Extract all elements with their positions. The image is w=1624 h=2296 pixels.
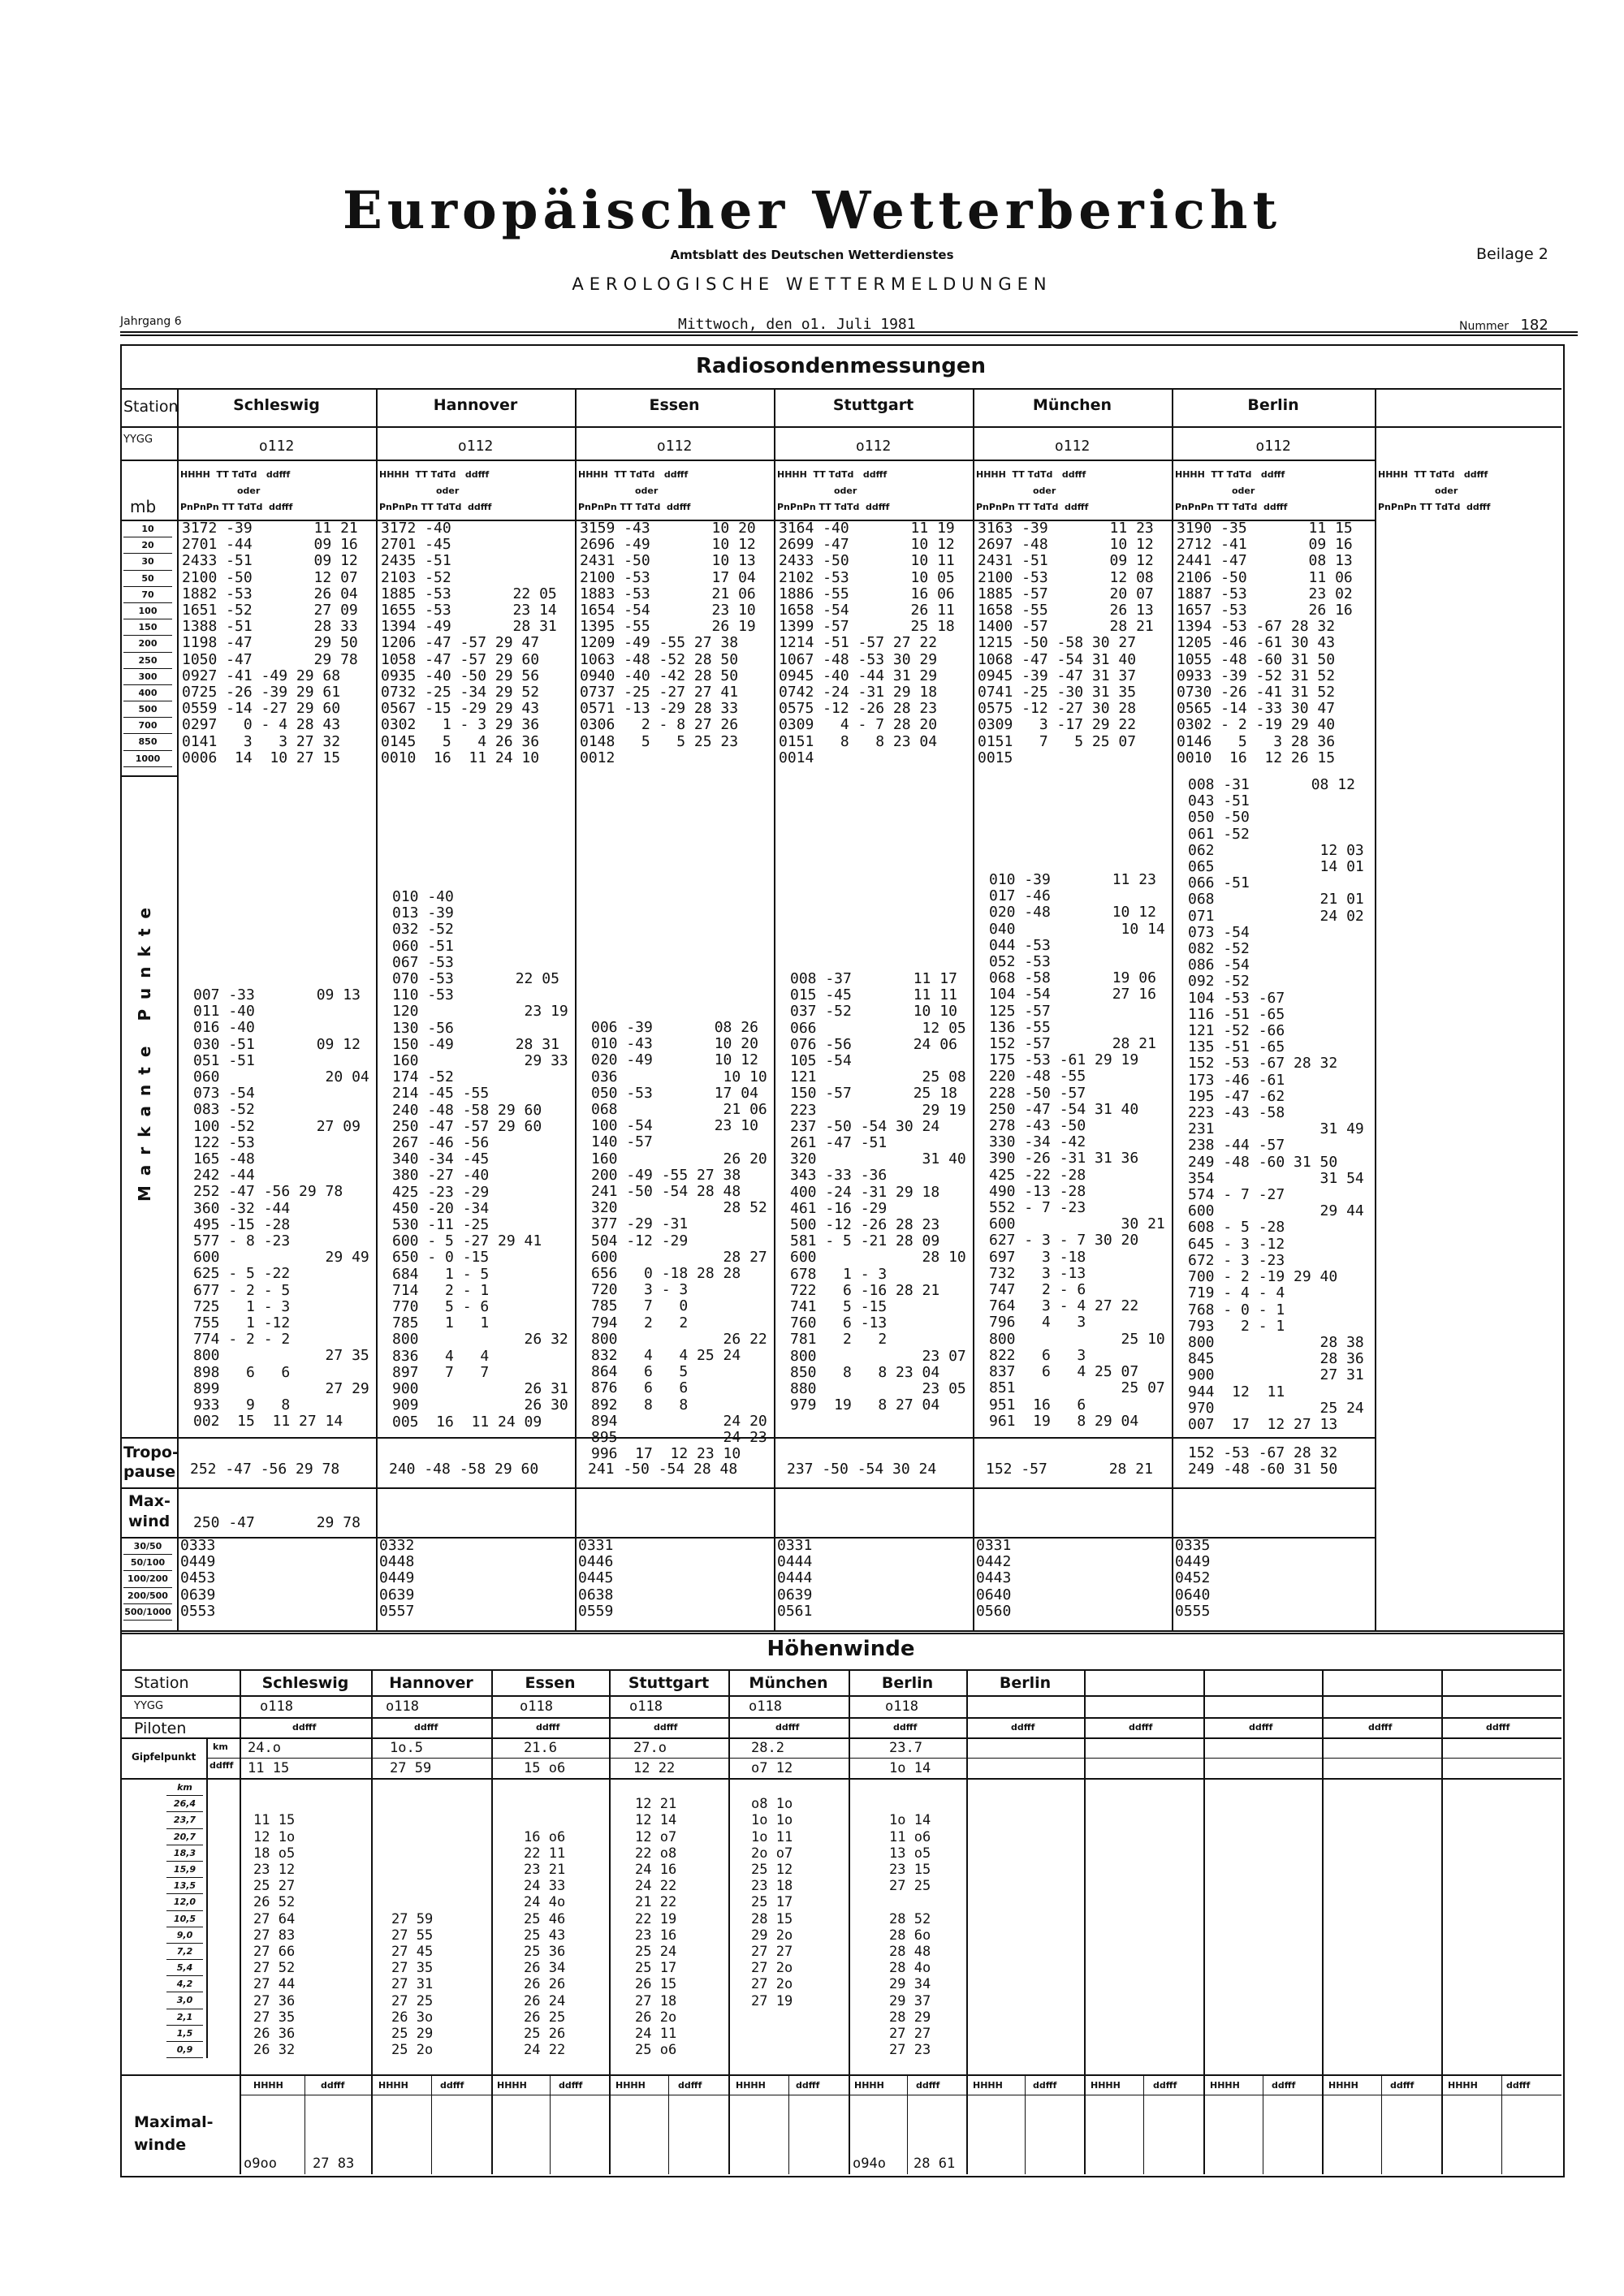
rule <box>120 1778 1561 1780</box>
header-top: HHHH TT TdTd ddfff <box>1175 469 1285 480</box>
col-rule <box>491 1669 493 2174</box>
mw-hhhh: HHHH <box>1210 2080 1240 2091</box>
header-mid: oder <box>436 486 460 496</box>
rule <box>120 1717 1561 1719</box>
mw-hhhh: HHHH <box>854 2080 884 2091</box>
peak-km: 23.7 <box>889 1740 922 1756</box>
col-rule <box>1172 388 1173 1630</box>
peak-dd: 1o 14 <box>889 1760 931 1776</box>
year-label: Jahrgang 6 <box>120 315 182 328</box>
height-level: 5,4 <box>166 1960 203 1976</box>
height-level: 23,7 <box>166 1812 203 1828</box>
mw-hhhh: HHHH <box>736 2080 766 2091</box>
page-title: Europäischer Wetterbericht <box>343 180 1281 241</box>
shear-level: 50/100 <box>123 1555 172 1571</box>
hw-yygg-label: YYGG <box>134 1700 164 1712</box>
col-rule <box>575 388 577 1630</box>
col-header <box>1378 467 1490 516</box>
height-level: 3,0 <box>166 1992 203 2009</box>
maxwind-hhhh: o9oo <box>244 2156 277 2172</box>
hw-yygg: o118 <box>885 1698 918 1715</box>
height-level: 9,0 <box>166 1927 203 1944</box>
station-label: Station <box>123 398 179 416</box>
col-header <box>777 467 889 516</box>
peak-km: 24.o <box>248 1740 281 1756</box>
number-label: Nummer <box>1459 320 1509 333</box>
col-rule <box>1322 1669 1324 2174</box>
header-top: HHHH TT TdTd ddfff <box>976 469 1086 480</box>
mb-level: 200 <box>123 636 172 652</box>
maxwind-schleswig: 250 -47 29 78 <box>193 1514 361 1531</box>
tropopause-muenchen: 152 -57 28 21 <box>986 1461 1153 1478</box>
number-value: 182 <box>1520 317 1548 334</box>
hw-col-stuttgart: 12 21 12 14 12 o7 22 o8 24 16 24 22 21 22 22 19 23 16 25 24 25 17 26 15 27 18 26 2o 24 11 25 o6 <box>635 1796 677 2059</box>
mw-ddfff: ddfff <box>1506 2080 1531 2091</box>
mb-level: 20 <box>123 537 172 554</box>
sub-rule <box>431 2074 432 2174</box>
mw-ddfff: ddfff <box>916 2080 940 2091</box>
col-header <box>578 467 690 516</box>
marked-points-essen: 006 -39 08 26 010 -43 10 20 020 -49 10 12 036 10 10 050 -53 17 04 068 21 06 100 -54 23 10 140 -57 160 26 20 200 -49 -55 27 38 241 -50 -54 28 48 320 28 52 377 -29 -31 504 -12 -29 600 28 27 656 0 -18 28 28 720 3 - 3 785 7 0 794 2 2 800 26 22 832 4 4 25 24 864 6 5 876 6 6 892 8 8 894 24 20 895 24 23 996 17 12 23 10 <box>591 1019 767 1463</box>
hw-station-berlin: Berlin <box>881 1674 934 1692</box>
station-muenchen: München <box>1032 396 1112 414</box>
sub-rule <box>1501 2074 1502 2174</box>
mw-hhhh: HHHH <box>1328 2080 1358 2091</box>
mb-level: 50 <box>123 571 172 587</box>
mb-level: 850 <box>123 734 172 750</box>
shear-muenchen: 0331 0442 0443 0640 0560 <box>976 1537 1012 1620</box>
standard-levels-schleswig: 3172 -39 11 21 2701 -44 09 16 2433 -51 09 12 2100 -50 12 07 1882 -53 26 04 1651 -52 27 09 1388 -51 28 33 1198 -47 29 50 1050 -47 29 78 0927 -41 -49 29 68 0725 -26 -39 29 61 0559 -14 -27 29 60 0297 0 - 4 28 43 0141 3 3 27 32 0006 14 10 27 15 <box>182 520 358 766</box>
yygg-value: o112 <box>1054 438 1091 455</box>
maxwind-label: Max- wind <box>128 1492 171 1530</box>
mb-level: 30 <box>123 554 172 570</box>
header-top: HHHH TT TdTd ddfff <box>180 469 291 480</box>
peak-dd: 15 o6 <box>524 1760 566 1776</box>
mw-hhhh: HHHH <box>253 2080 283 2091</box>
peak-dd: o7 12 <box>751 1760 793 1776</box>
hw-col-berlin: 1o 14 11 o6 13 o5 23 15 27 25 28 52 28 6o 28 48 28 4o 29 34 29 37 28 29 27 27 27 23 <box>889 1812 931 2059</box>
height-level: km <box>166 1780 203 1796</box>
header-rule-2 <box>120 334 1578 336</box>
ddfff-header: ddfff <box>893 1722 918 1733</box>
col-rule <box>728 1669 730 2174</box>
mb-level: 150 <box>123 619 172 636</box>
height-level: 7,2 <box>166 1944 203 1960</box>
hw-station-schleswig: Schleswig <box>261 1674 349 1692</box>
shear-berlin: 0335 0449 0452 0640 0555 <box>1175 1537 1211 1620</box>
mb-level: 1000 <box>123 751 172 767</box>
sub-rule <box>907 2074 908 2174</box>
mw-ddfff: ddfff <box>1033 2080 1057 2091</box>
rule <box>120 1695 1561 1697</box>
mb-level: 400 <box>123 685 172 701</box>
col-rule <box>1084 1669 1086 2174</box>
peak-km-label: km <box>213 1741 228 1752</box>
col-rule <box>206 1778 208 2058</box>
shear-level: 500/1000 <box>123 1604 172 1621</box>
sub-rule <box>304 2074 305 2174</box>
maxwind-ddfff: 27 83 <box>313 2156 355 2172</box>
col-rule <box>609 1669 611 2174</box>
sub-rule <box>550 2074 551 2174</box>
header-mid: oder <box>1232 486 1255 496</box>
peak-label: Gipfelpunkt <box>132 1751 197 1763</box>
peak-km: 27.o <box>633 1740 667 1756</box>
height-levels <box>166 1780 203 2058</box>
mw-hhhh: HHHH <box>615 2080 646 2091</box>
col-header <box>976 467 1088 516</box>
header-bot: PnPnPn TT TdTd ddfff <box>976 502 1089 512</box>
height-level: 1,5 <box>166 2026 203 2042</box>
mw-ddfff: ddfff <box>440 2080 464 2091</box>
hw-col-schleswig: 11 15 12 1o 18 o5 23 12 25 27 26 52 27 64 27 83 27 66 27 52 27 44 27 36 27 35 26 36 26 32 <box>253 1812 296 2059</box>
header-top: HHHH TT TdTd ddfff <box>578 469 689 480</box>
marked-points-berlin: 008 -31 08 12 043 -51 050 -50 061 -52 062 12 03 065 14 01 066 -51 068 21 01 071 24 02 073 -54 082 -52 086 -54 092 -52 104 -53 -67 116 -51 -65 121 -52 -66 135 -51 -65 152 -53 -67 28 32 173 -46 -61 195 -47 -62 223 -43 -58 231 31 49 238 -44 -57 249 -48 -60 31 50 354 31 54 574 - 7 -27 600 29 44 608 - 5 -28 645 - 3 -12 672 - 3 -23 700 - 2 -19 29 40 719 - 4 - 4 768 - 0 - 1 793 2 - 1 800 28 38 845 28 36 900 27 31 944 12 11 970 25 24 007 17 12 27 13 <box>1188 776 1364 1433</box>
ddfff-header: ddfff <box>775 1722 800 1733</box>
shear-levels <box>123 1539 172 1621</box>
maxwind-ddfff: 28 61 <box>914 2156 956 2172</box>
station-schleswig: Schleswig <box>233 396 320 414</box>
height-level: 20,7 <box>166 1829 203 1845</box>
tropopause-berlin: 152 -53 -67 28 32 249 -48 -60 31 50 <box>1188 1444 1338 1478</box>
peak-km: 21.6 <box>524 1740 557 1756</box>
station-essen: Essen <box>649 396 700 414</box>
header-top: HHHH TT TdTd ddfff <box>777 469 888 480</box>
yygg-label: YYGG <box>123 434 153 446</box>
station-stuttgart: Stuttgart <box>832 396 914 414</box>
mw-hhhh: HHHH <box>1448 2080 1478 2091</box>
peak-km: 1o.5 <box>390 1740 423 1756</box>
hw-col-hannover: 27 59 27 55 27 45 27 35 27 31 27 25 26 3o 25 29 25 2o <box>391 1910 434 2059</box>
hw-col-muenchen: o8 1o 1o 1o 1o 11 2o o7 25 12 23 18 25 17 28 15 29 2o 27 27 27 2o 27 2o 27 19 <box>751 1796 793 2009</box>
col-rule <box>966 1669 968 2174</box>
yygg-value: o112 <box>457 438 494 455</box>
hw-station-label: Station <box>134 1674 189 1692</box>
standard-levels-hannover: 3172 -40 2701 -45 2435 -51 2103 -52 1885 -53 22 05 1655 -53 23 14 1394 -49 28 31 1206 -47 -57 29 47 1058 -47 -57 29 60 0935 -40 -50 29 56 0732 -25 -34 29 52 0567 -15 -29 29 43 0302 1 - 3 29 36 0145 5 4 26 36 0010 16 11 24 10 <box>381 520 557 766</box>
marked-points-stuttgart: 008 -37 11 17 015 -45 11 11 037 -52 10 10 066 12 05 076 -56 24 06 105 -54 121 25 08 150 -57 25 18 223 29 19 237 -50 -54 30 24 261 -47 -51 320 31 40 343 -33 -36 400 -24 -31 29 18 461 -16 -29 500 -12 -26 28 23 581 - 5 -21 28 09 600 28 10 678 1 - 3 722 6 -16 28 21 741 5 -15 760 6 -13 781 2 2 800 23 07 850 8 8 23 04 880 23 05 979 19 8 27 04 <box>790 970 966 1414</box>
shear-level: 30/50 <box>123 1539 172 1555</box>
col-rule <box>973 388 974 1630</box>
yygg-value: o112 <box>258 438 295 455</box>
shear-schleswig: 0333 0449 0453 0639 0553 <box>180 1537 216 1620</box>
station-hannover: Hannover <box>433 396 518 414</box>
mw-hhhh: HHHH <box>497 2080 527 2091</box>
rule <box>120 775 177 777</box>
peak-ddfff-label: ddfff <box>209 1760 234 1771</box>
shear-level: 100/200 <box>123 1571 172 1587</box>
header-top: HHHH TT TdTd ddfff <box>1378 469 1488 480</box>
mw-hhhh: HHHH <box>378 2080 408 2091</box>
supplement-label: Beilage 2 <box>1476 245 1548 263</box>
col-rule <box>1203 1669 1205 2174</box>
sub-rule <box>1143 2074 1144 2174</box>
rule <box>120 2074 1561 2076</box>
issue-number <box>1459 317 1548 334</box>
mw-ddfff: ddfff <box>1272 2080 1296 2091</box>
header-mid: oder <box>635 486 659 496</box>
height-level: 13,5 <box>166 1878 203 1894</box>
maxwinds-label: Maximal- winde <box>134 2113 214 2154</box>
header-top: HHHH TT TdTd ddfff <box>379 469 490 480</box>
height-level: 18,3 <box>166 1845 203 1862</box>
mb-level: 300 <box>123 669 172 685</box>
height-level: 12,0 <box>166 1894 203 1910</box>
upper-winds-title: Höhenwinde <box>767 1637 915 1661</box>
mb-level: 10 <box>123 521 172 537</box>
rule <box>206 1758 1561 1759</box>
hw-station-muenchen: München <box>749 1674 828 1692</box>
mw-ddfff: ddfff <box>559 2080 583 2091</box>
hw-station-berlin-2: Berlin <box>999 1674 1052 1692</box>
yygg-value: o112 <box>1255 438 1291 455</box>
rule <box>120 1487 1375 1489</box>
mb-level: 700 <box>123 718 172 734</box>
marked-points-hannover: 010 -40 013 -39 032 -52 060 -51 067 -53 070 -53 22 05 110 -53 120 23 19 130 -56 150 -49 28 31 160 29 33 174 -52 214 -45 -55 240 -48 -58 29 60 250 -47 -57 29 60 267 -46 -56 340 -34 -45 380 -27 -40 425 -23 -29 450 -20 -34 530 -11 -25 600 - 5 -27 29 41 650 - 0 -15 684 1 - 5 714 2 - 1 770 5 - 6 785 1 1 800 26 32 836 4 4 897 7 7 900 26 31 909 26 30 005 16 11 24 09 <box>392 888 568 1431</box>
mw-ddfff: ddfff <box>321 2080 345 2091</box>
mw-ddfff: ddfff <box>1153 2080 1177 2091</box>
shear-essen: 0331 0446 0445 0638 0559 <box>578 1537 614 1620</box>
ddfff-header: ddfff <box>1249 1722 1273 1733</box>
mw-hhhh: HHHH <box>1091 2080 1121 2091</box>
station-berlin: Berlin <box>1247 396 1299 414</box>
col-rule <box>774 388 775 1630</box>
col-rule <box>240 1669 241 2174</box>
tropopause-label: Tropo- pause <box>123 1444 179 1481</box>
sub-rule <box>788 2074 789 2174</box>
sub-rule <box>1381 2074 1382 2174</box>
standard-levels-essen: 3159 -43 10 20 2696 -49 10 12 2431 -50 10 13 2100 -53 17 04 1883 -53 21 06 1654 -54 23 10 1395 -55 26 19 1209 -49 -55 27 38 1063 -48 -52 28 50 0940 -40 -42 28 50 0737 -25 -27 27 41 0571 -13 -29 28 33 0306 2 - 8 27 26 0148 5 5 25 23 0012 <box>580 520 756 766</box>
mb-level: 100 <box>123 603 172 619</box>
maxwind-hhhh: o94o <box>853 2156 886 2172</box>
mw-hhhh: HHHH <box>973 2080 1003 2091</box>
mb-level: 70 <box>123 587 172 603</box>
header-mid: oder <box>1033 486 1056 496</box>
hw-col-essen: 16 o6 22 11 23 21 24 33 24 4o 25 46 25 43 25 36 26 34 26 26 26 24 26 25 25 26 24 22 <box>524 1828 566 2059</box>
hw-yygg: o118 <box>629 1698 663 1715</box>
rule <box>120 1669 1561 1671</box>
yygg-value: o112 <box>855 438 892 455</box>
col-header <box>379 467 491 516</box>
publisher-subtitle: Amtsblatt des Deutschen Wetterdienstes <box>670 248 954 262</box>
standard-levels-stuttgart: 3164 -40 11 19 2699 -47 10 12 2433 -50 10 11 2102 -53 10 05 1886 -55 16 06 1658 -54 26 11 1399 -57 25 18 1214 -51 -57 27 22 1067 -48 -53 30 29 0945 -40 -44 31 29 0742 -24 -31 29 18 0575 -12 -26 28 23 0309 4 - 7 28 20 0151 8 8 23 04 0014 <box>779 520 955 766</box>
hw-station-stuttgart: Stuttgart <box>628 1674 710 1692</box>
ddfff-header: ddfff <box>414 1722 438 1733</box>
standard-levels-berlin: 3190 -35 11 15 2712 -41 09 16 2441 -47 08 13 2106 -50 11 06 1887 -53 23 02 1657 -53 26 16 1394 -53 -67 28 32 1205 -46 -61 30 43 1055 -48 -60 31 50 0933 -39 -52 31 52 0730 -26 -41 31 52 0565 -14 -33 30 47 0302 - 2 -19 29 40 0146 5 3 28 36 0010 16 12 26 15 <box>1177 520 1353 766</box>
mw-ddfff: ddfff <box>678 2080 702 2091</box>
col-header <box>1175 467 1287 516</box>
ddfff-header: ddfff <box>1486 1722 1510 1733</box>
peak-km: 28.2 <box>751 1740 784 1756</box>
marked-points-muenchen: 010 -39 11 23 017 -46 020 -48 10 12 040 10 14 044 -53 052 -53 068 -58 19 06 104 -54 27 16 125 -57 136 -55 152 -57 28 21 175 -53 -61 29 19 220 -48 -55 228 -50 -57 250 -47 -54 31 40 278 -43 -50 330 -34 -42 390 -26 -31 31 36 425 -22 -28 490 -13 -28 552 - 7 -23 600 30 21 627 - 3 - 7 30 20 697 3 -18 732 3 -13 747 2 - 6 764 3 - 4 27 22 796 4 3 800 25 10 822 6 3 837 6 4 25 07 851 25 07 951 16 6 961 19 8 29 04 <box>989 871 1165 1430</box>
col-header <box>180 467 292 516</box>
peak-dd: 27 59 <box>390 1760 432 1776</box>
marked-points-label: Markante Punkte <box>135 898 154 1202</box>
shear-level: 200/500 <box>123 1588 172 1604</box>
peak-dd: 12 22 <box>633 1760 676 1776</box>
header-mid: oder <box>1435 486 1458 496</box>
col-rule <box>1375 388 1376 1630</box>
header-mid: oder <box>834 486 857 496</box>
hw-station-hannover: Hannover <box>389 1674 473 1692</box>
tropopause-schleswig: 252 -47 -56 29 78 <box>190 1461 340 1478</box>
height-level: 26,4 <box>166 1796 203 1812</box>
shear-hannover: 0332 0448 0449 0639 0557 <box>379 1537 415 1620</box>
rule <box>120 460 1375 461</box>
hw-station-essen: Essen <box>525 1674 576 1692</box>
hw-pilot-label: Piloten <box>134 1720 187 1737</box>
rule <box>120 426 1561 428</box>
tropopause-stuttgart: 237 -50 -54 30 24 <box>787 1461 937 1478</box>
col-rule <box>376 388 378 1630</box>
col-rule <box>371 1669 373 2174</box>
radiosonde-title: Radiosondenmessungen <box>695 354 986 378</box>
ddfff-header: ddfff <box>1129 1722 1153 1733</box>
col-rule <box>1441 1669 1443 2174</box>
height-level: 4,2 <box>166 1976 203 1992</box>
hw-yygg: o118 <box>520 1698 553 1715</box>
col-rule <box>849 1669 850 2174</box>
ddfff-header: ddfff <box>1011 1722 1035 1733</box>
rule <box>120 1737 1561 1739</box>
ddfff-header: ddfff <box>536 1722 560 1733</box>
mw-ddfff: ddfff <box>1390 2080 1415 2091</box>
mb-level: 250 <box>123 653 172 669</box>
yygg-value: o112 <box>656 438 693 455</box>
hw-yygg: o118 <box>749 1698 782 1715</box>
shear-stuttgart: 0331 0444 0444 0639 0561 <box>777 1537 813 1620</box>
standard-levels-muenchen: 3163 -39 11 23 2697 -48 10 12 2431 -51 09 12 2100 -53 12 08 1885 -57 20 07 1658 -55 26 13 1400 -57 28 21 1215 -50 -58 30 27 1068 -47 -54 31 40 0945 -39 -47 31 37 0741 -25 -30 31 35 0575 -12 -27 30 28 0309 3 -17 29 22 0151 7 5 25 07 0015 <box>978 520 1154 766</box>
sub-rule <box>668 2074 669 2174</box>
sub-rule <box>1025 2074 1026 2174</box>
header-bot: PnPnPn TT TdTd ddfff <box>1175 502 1288 512</box>
height-level: 2,1 <box>166 2009 203 2026</box>
mb-level: 500 <box>123 701 172 718</box>
rule <box>120 388 1561 390</box>
height-level: 0,9 <box>166 2042 203 2058</box>
header-bot: PnPnPn TT TdTd ddfff <box>578 502 691 512</box>
marked-points-schleswig: 007 -33 09 13 011 -40 016 -40 030 -51 09 12 051 -51 060 20 04 073 -54 083 -52 100 -52 27 09 122 -53 165 -48 242 -44 252 -47 -56 29 78 360 -32 -44 495 -15 -28 577 - 8 -23 600 29 49 625 - 5 -22 677 - 2 - 5 725 1 - 3 755 1 -12 774 - 2 - 2 800 27 35 898 6 6 899 27 29 933 9 8 002 15 11 27 14 <box>193 986 369 1431</box>
ddfff-header: ddfff <box>292 1722 317 1733</box>
tropopause-essen: 241 -50 -54 28 48 <box>588 1461 738 1478</box>
height-level: 15,9 <box>166 1862 203 1878</box>
header-bot: PnPnPn TT TdTd ddfff <box>379 502 492 512</box>
mb-levels <box>123 521 172 767</box>
height-level: 10,5 <box>166 1911 203 1927</box>
issue-date: Mittwoch, den o1. Juli 1981 <box>678 316 916 333</box>
header-bot: PnPnPn TT TdTd ddfff <box>180 502 293 512</box>
ddfff-header: ddfff <box>654 1722 678 1733</box>
mb-label: mb <box>130 497 157 516</box>
hw-yygg: o118 <box>260 1698 293 1715</box>
header-mid: oder <box>237 486 261 496</box>
peak-dd: 11 15 <box>248 1760 290 1776</box>
tropopause-hannover: 240 -48 -58 29 60 <box>389 1461 539 1478</box>
hw-yygg: o118 <box>386 1698 419 1715</box>
ddfff-header: ddfff <box>1368 1722 1393 1733</box>
header-bot: PnPnPn TT TdTd ddfff <box>1378 502 1491 512</box>
header-bot: PnPnPn TT TdTd ddfff <box>777 502 890 512</box>
section-heading: AEROLOGISCHE WETTERMELDUNGEN <box>572 274 1052 294</box>
mw-ddfff: ddfff <box>796 2080 820 2091</box>
